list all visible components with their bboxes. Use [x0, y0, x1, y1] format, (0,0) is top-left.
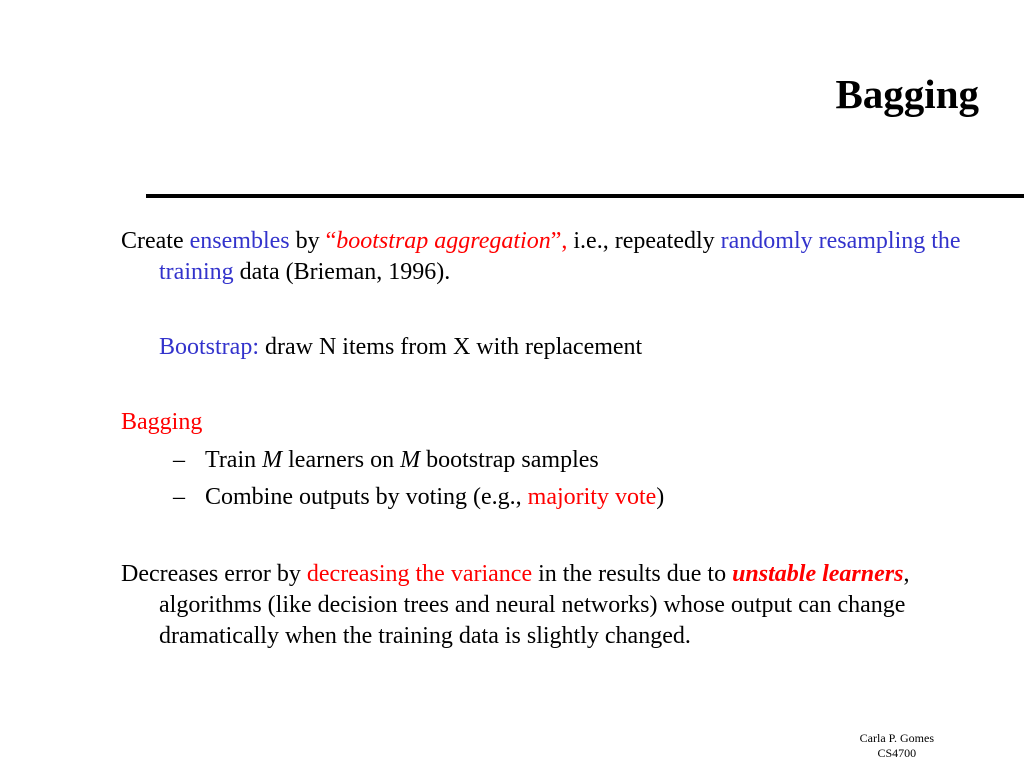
term-decreasing-variance: decreasing the variance — [306, 561, 533, 587]
quote-close: ”, — [550, 228, 574, 254]
bagging-steps-list — [159, 445, 959, 519]
var-m-1: M — [262, 447, 283, 473]
dash-bullet: – — [173, 447, 185, 473]
text-by: by — [289, 228, 326, 254]
dash-bullet: – — [173, 484, 185, 510]
slide-footer — [860, 731, 934, 761]
term-majority-vote: majority vote — [527, 484, 657, 510]
heading-bagging — [121, 407, 999, 438]
text-bootstrap-samples: bootstrap samples — [420, 447, 599, 473]
text-combine: Combine outputs by voting (e.g., — [205, 484, 528, 510]
paragraph-ensembles — [121, 226, 999, 288]
quote-open: “ — [325, 228, 337, 254]
text-data-citation: data (Brieman, 1996). — [233, 259, 451, 285]
paragraph-variance — [121, 559, 989, 652]
text-train: Train — [205, 447, 263, 473]
text-bootstrap-def: draw N items from X with replacement — [259, 334, 643, 360]
var-m-2: M — [400, 447, 421, 473]
term-ensembles: ensembles — [189, 228, 290, 254]
slide-title: Bagging — [835, 71, 979, 117]
term-unstable-learners: unstable learners — [732, 561, 904, 587]
text-close-paren: ) — [656, 484, 665, 510]
text-ie-repeatedly: i.e., repeatedly — [573, 228, 721, 254]
term-bootstrap: Bootstrap: — [159, 334, 259, 360]
text-algorithms-explanation: , algorithms (like decision trees and neural networks) whose output can change dramatically when the training data is slightly changed. — [159, 561, 910, 649]
title-underline — [146, 194, 1024, 198]
term-bagging: Bagging — [121, 409, 203, 435]
text-create: Create — [121, 228, 190, 254]
footer-author: Carla P. Gomes — [859, 731, 934, 745]
term-randomly-resampling: randomly resampling the training — [159, 228, 961, 285]
paragraph-bootstrap — [121, 332, 999, 363]
text-learners-on: learners on — [282, 447, 401, 473]
term-bootstrap-aggregation: bootstrap aggregation — [336, 228, 551, 254]
list-item-combine — [159, 482, 959, 519]
list-item-train — [159, 445, 959, 482]
text-results-due-to: in the results due to — [532, 561, 733, 587]
footer-course: CS4700 — [877, 746, 917, 760]
text-decreases-error: Decreases error by — [121, 561, 307, 587]
